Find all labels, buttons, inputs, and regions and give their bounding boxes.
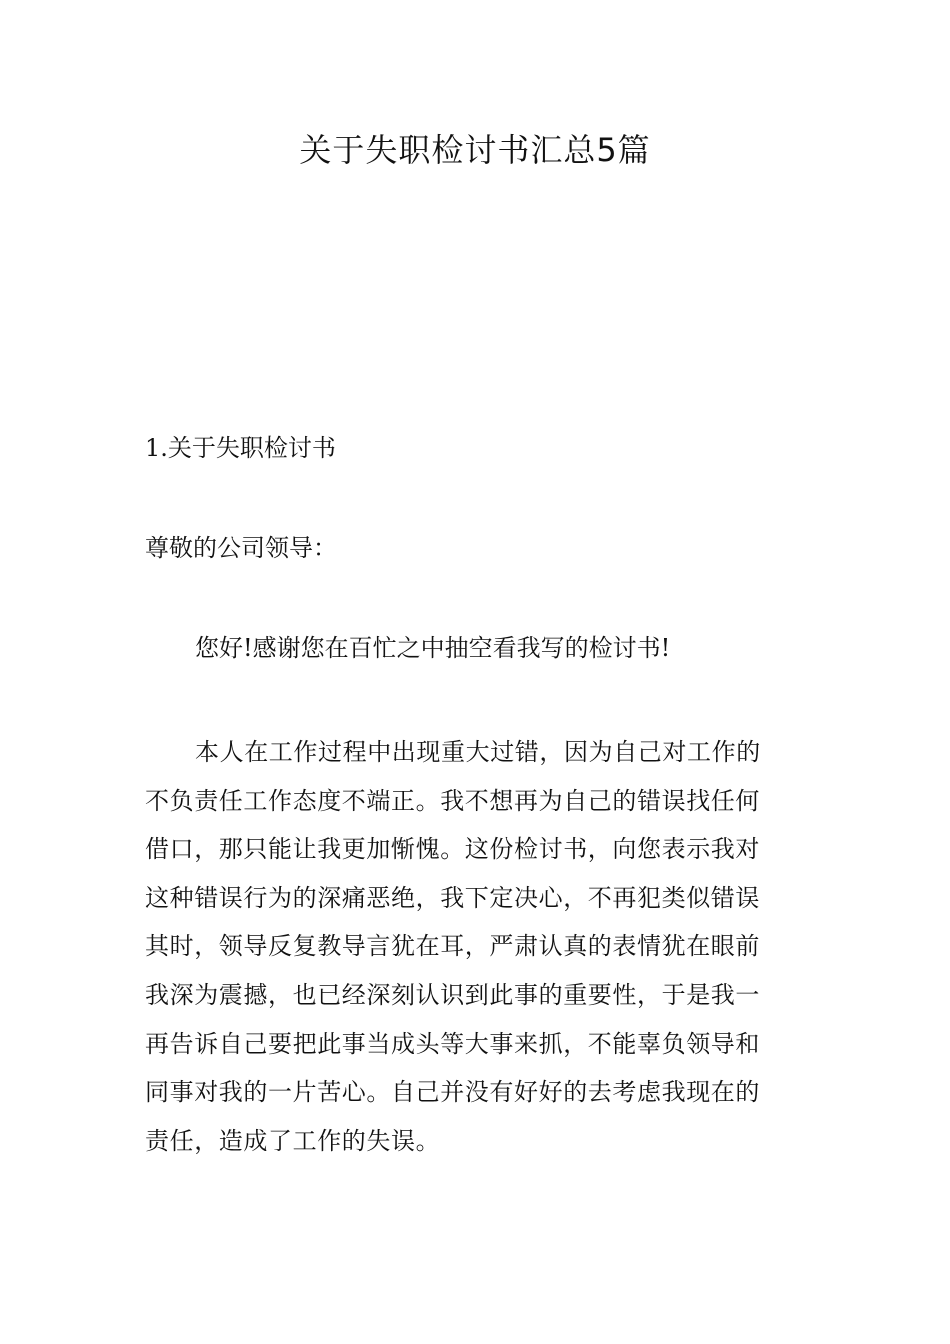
greeting-paragraph: 您好!感谢您在百忙之中抽空看我写的检讨书! (195, 634, 671, 662)
body-line: 不负责任工作态度不端正。我不想再为自己的错误找任何 (145, 786, 760, 815)
body-line: 责任，造成了工作的失误。 (145, 1126, 441, 1155)
page-title: 关于失职检讨书汇总5篇 (299, 131, 651, 169)
body-line: 再告诉自己要把此事当成头等大事来抓，不能辜负领导和 (145, 1029, 760, 1058)
body-paragraph (145, 728, 815, 1165)
body-line: 这种错误行为的深痛恶绝，我下定决心，不再犯类似错误 (145, 883, 760, 912)
section-heading: 1.关于失职检讨书 (145, 434, 336, 462)
body-line: 其时，领导反复教导言犹在耳，严肃认真的表情犹在眼前 (145, 932, 760, 961)
body-line: 我深为震撼，也已经深刻认识到此事的重要性，于是我一 (145, 980, 760, 1009)
salutation: 尊敬的公司领导： (145, 534, 337, 562)
body-line: 借口，那只能让我更加惭愧。这份检讨书，向您表示我对 (145, 835, 760, 864)
body-line: 同事对我的一片苦心。自己并没有好好的去考虑我现在的 (145, 1078, 760, 1107)
body-line: 本人在工作过程中出现重大过错，因为自己对工作的 (195, 738, 761, 766)
